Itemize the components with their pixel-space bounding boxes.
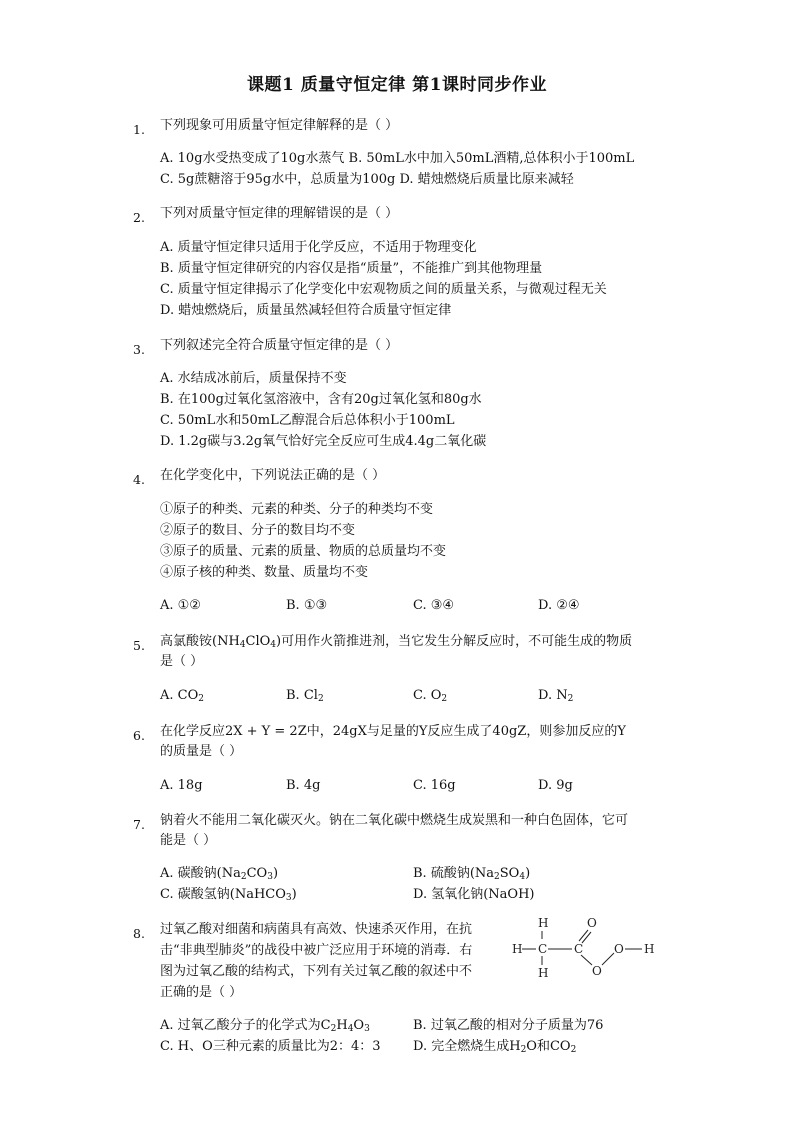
struct-atom-c1: C	[538, 942, 548, 956]
question-3-option-c: C. 50mL水和50mL乙醇混合后总体积小于100mL	[160, 413, 455, 428]
struct-atom-o-1: O	[592, 964, 602, 978]
question-6-stem-line-2: 的质量是（ ）	[160, 744, 243, 759]
question-8-stem-line-4: 正确的是（ ）	[160, 985, 243, 1000]
question-4-option-a: A. ①②	[160, 598, 201, 613]
struct-atom-h-right: H	[644, 942, 655, 956]
question-3-number: 3.	[133, 342, 145, 357]
peracetic-acid-structural-formula	[508, 915, 668, 985]
question-4-statement-4: ④原子核的种类、数量、质量均不变	[160, 565, 369, 580]
question-5-option-b: B. $Cl_2$	[286, 688, 324, 704]
question-8-stem-line-2: 击“非典型肺炎”的战役中被广泛应用于环境的消毒．右	[160, 943, 473, 958]
question-4-stem: 在化学变化中，下列说法正确的是（ ）	[160, 468, 386, 483]
question-4-option-d: D. ②④	[538, 598, 580, 613]
question-8-stem-line-3: 图为过氧乙酸的结构式，下列有关过氧乙酸的叙述中不	[160, 964, 473, 979]
question-4-statement-2: ②原子的数目、分子的数目均不变	[160, 523, 356, 538]
question-5-option-a: A. $CO_2$	[160, 688, 204, 704]
question-6-option-a: A. 18g	[160, 778, 203, 793]
question-4-option-b: B. ①③	[286, 598, 328, 613]
struct-atom-o-carbonyl: O	[587, 916, 597, 930]
question-3-option-a: A. 水结成冰前后，质量保持不变	[160, 371, 347, 386]
question-1-options-line-2: C. 5g蔗糖溶于95g水中，总质量为100g D. 蜡烛燃烧后质量比原来减轻	[160, 172, 574, 187]
question-4-statement-3: ③原子的质量、元素的质量、物质的总质量均不变	[160, 544, 447, 559]
struct-atom-h-top: H	[538, 916, 549, 930]
struct-atom-o-2: O	[614, 942, 624, 956]
question-5-number: 5.	[133, 638, 145, 653]
question-7-stem-line-1: 钠着火不能用二氧化碳灭火。钠在二氧化碳中燃烧生成炭黑和一种白色固体，它可	[160, 813, 629, 828]
question-8-option-c: C. H、O三种元素的质量比为2：4：3	[160, 1039, 381, 1054]
question-2-number: 2.	[133, 210, 145, 225]
question-7-option-b: B. 硫酸钠$(Na_2SO_4)$	[413, 866, 531, 882]
question-2-option-c: C. 质量守恒定律揭示了化学变化中宏观物质之间的质量关系，与微观过程无关	[160, 282, 607, 297]
question-5-stem-line-2: 是（ ）	[160, 654, 204, 669]
question-3-option-b: B. 在100g过氧化氢溶液中，含有20g过氧化氢和80g水	[160, 392, 482, 407]
question-2-option-d: D. 蜡烛燃烧后，质量虽然减轻但符合质量守恒定律	[160, 303, 452, 318]
question-3-option-d: D. 1.2g碳与3.2g氧气恰好完全反应可生成4.4g二氧化碳	[160, 434, 487, 449]
struct-atom-h-bottom: H	[538, 966, 549, 980]
question-5-option-d: D. $N_2$	[538, 688, 574, 704]
question-4-option-c: C. ③④	[413, 598, 455, 613]
question-4-number: 4.	[133, 472, 145, 487]
question-8-number: 8.	[133, 926, 145, 941]
question-2-stem: 下列对质量守恒定律的理解错误的是（ ）	[160, 206, 399, 221]
question-2-option-a: A. 质量守恒定律只适用于化学反应，不适用于物理变化	[160, 240, 477, 255]
question-2-option-b: B. 质量守恒定律研究的内容仅是指“质量”，不能推广到其他物理量	[160, 261, 543, 276]
question-7-stem-line-2: 能是（ ）	[160, 833, 217, 848]
question-7-number: 7.	[133, 817, 145, 832]
question-1-number: 1.	[133, 122, 145, 137]
question-6-option-d: D. 9g	[538, 778, 573, 793]
question-5-stem-line-1: 高氯酸铵$(NH_4ClO_4)$可用作火箭推进剂，当它发生分解反应时，不可能生成的物质	[160, 634, 633, 650]
question-7-option-d: D. 氢氧化钠(NaOH)	[413, 887, 535, 902]
struct-atom-h-left: H	[512, 942, 523, 956]
question-1-options-line-1: A. 10g水受热变成了10g水蒸气 B. 50mL水中加入50mL酒精,总体积小于100mL	[160, 151, 635, 166]
question-1-stem: 下列现象可用质量守恒定律解释的是（ ）	[160, 118, 399, 133]
question-6-option-c: C. 16g	[413, 778, 456, 793]
question-7-option-a: A. 碳酸钠$(Na_2CO_3)$	[160, 866, 279, 882]
page-title: 课题1 质量守恒定律 第1课时同步作业	[247, 75, 547, 95]
question-8-option-d: D. 完全燃烧生成$H_2O$和$CO_2$	[413, 1039, 577, 1055]
struct-atom-c2: C	[574, 942, 584, 956]
question-6-number: 6.	[133, 728, 145, 743]
question-3-stem: 下列叙述完全符合质量守恒定律的是（ ）	[160, 338, 399, 353]
question-5-option-c: C. $O_2$	[413, 688, 448, 704]
question-6-stem-line-1: 在化学反应2X + Y = 2Z中，24gX与足量的Y反应生成了40gZ，则参加反应的Y	[160, 724, 626, 739]
question-6-option-b: B. 4g	[286, 778, 321, 793]
question-8-option-b: B. 过氧乙酸的相对分子质量为76	[413, 1018, 604, 1033]
question-8-stem-line-1: 过氧乙酸对细菌和病菌具有高效、快速杀灭作用，在抗	[160, 922, 473, 937]
question-7-option-c: C. 碳酸氢钠(NaHCO$_3$)	[160, 887, 297, 903]
question-8-option-a: A. 过氧乙酸分子的化学式为$C_2H_4O_3$	[160, 1018, 370, 1034]
question-4-statement-1: ①原子的种类、元素的种类、分子的种类均不变	[160, 502, 434, 517]
